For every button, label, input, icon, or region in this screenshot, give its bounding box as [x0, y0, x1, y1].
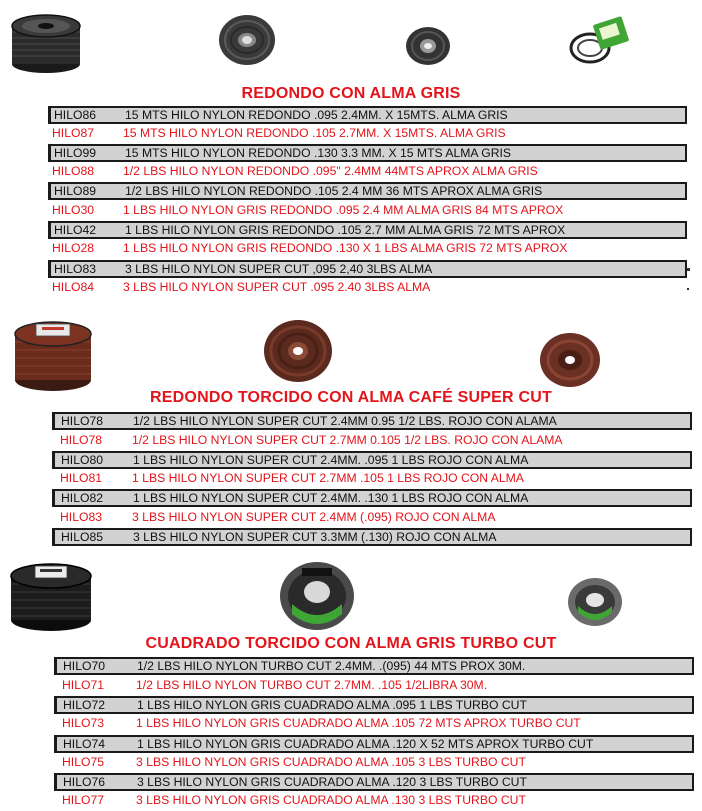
product-code: HILO85: [61, 530, 104, 544]
product-description: 1 LBS HILO NYLON GRIS REDONDO .095 2.4 MM ALMA GRIS 84 MTS APROX: [123, 203, 564, 217]
table-row: [54, 773, 694, 791]
table-row: [48, 125, 687, 143]
product-description: 1 LBS HILO NYLON GRIS CUADRADO ALMA .105 72 MTS APROX TURBO CUT: [136, 716, 581, 730]
table-row: [48, 163, 687, 181]
table-row: [52, 451, 692, 469]
table-row: [54, 696, 694, 714]
table-row: [52, 489, 692, 507]
brown-coil-medium-image: [262, 318, 334, 384]
product-description: 3 LBS HILO NYLON SUPER CUT ,095 2,40 3LBS ALMA: [125, 262, 433, 276]
gray-spool-large-image: [10, 6, 82, 74]
table-row: [52, 412, 692, 430]
product-description: 1 LBS HILO NYLON GRIS REDONDO .105 2.7 MM ALMA GRIS 72 MTS APROX: [125, 223, 566, 237]
table-row: [54, 715, 694, 733]
product-code: HILO99: [54, 146, 97, 160]
product-code: HILO88: [52, 164, 95, 178]
product-description: 1 LBS HILO NYLON SUPER CUT 2.7MM .105 1 LBS ROJO CON ALMA: [132, 471, 524, 485]
table-row: [54, 677, 694, 695]
table-row: [52, 432, 692, 450]
table-row: [48, 240, 687, 258]
black-spool-large-image: [8, 558, 94, 634]
gray-coil-small-image: [404, 22, 452, 66]
table-row: [48, 182, 687, 200]
product-code: HILO82: [61, 491, 104, 505]
product-description: 3 LBS HILO NYLON SUPER CUT .095 2.40 3LBS ALMA: [123, 280, 431, 294]
product-description: 1 LBS HILO NYLON SUPER CUT 2.4MM. .095 1 LBS ROJO CON ALMA: [133, 453, 529, 467]
stray-mark: [687, 288, 689, 290]
brown-spool-large-image: [12, 314, 94, 394]
product-code: HILO86: [54, 108, 97, 122]
product-description: 15 MTS HILO NYLON REDONDO .095 2.4MM. X 15MTS. ALMA GRIS: [125, 108, 508, 122]
gray-coil-medium-image: [216, 10, 278, 66]
product-code: HILO70: [63, 659, 106, 673]
turbo-cut-small-package-image: [566, 576, 624, 628]
product-description: 1/2 LBS HILO NYLON SUPER CUT 2.4MM 0.95 1/2 LBS. ROJO CON ALAMA: [133, 414, 557, 428]
product-code: HILO83: [60, 510, 103, 524]
product-description: 1/2 LBS HILO NYLON SUPER CUT 2.7MM 0.105 1/2 LBS. ROJO CON ALAMA: [132, 433, 563, 447]
table-row: [48, 144, 687, 162]
stray-mark: [687, 268, 690, 271]
section-2-title: REDONDO TORCIDO CON ALMA CAFÉ SUPER CUT: [150, 389, 552, 406]
product-code: HILO87: [52, 126, 95, 140]
table-row: [48, 221, 687, 239]
section-1-title: REDONDO CON ALMA GRIS: [241, 85, 461, 102]
table-row: [54, 754, 694, 772]
table-row: [48, 106, 687, 124]
product-description: 1/2 LBS HILO NYLON TURBO CUT 2.7MM. .105 1/2LIBRA 30M.: [136, 678, 488, 692]
product-description: 3 LBS HILO NYLON SUPER CUT 3.3MM (.130) ROJO CON ALMA: [133, 530, 497, 544]
product-description: 1/2 LBS HILO NYLON REDONDO .095" 2.4MM 44MTS APROX ALMA GRIS: [123, 164, 538, 178]
product-description: 1 LBS HILO NYLON GRIS CUADRADO ALMA .095 1 LBS TURBO CUT: [137, 698, 527, 712]
product-code: HILO75: [62, 755, 105, 769]
product-code: HILO89: [54, 184, 97, 198]
product-code: HILO78: [60, 433, 103, 447]
product-description: 1/2 LBS HILO NYLON TURBO CUT 2.4MM. .(095) 44 MTS PROX 30M.: [137, 659, 526, 673]
product-code: HILO30: [52, 203, 95, 217]
table-row: [52, 470, 692, 488]
table-row: [48, 260, 687, 278]
table-row: [52, 509, 692, 527]
product-description: 15 MTS HILO NYLON REDONDO .130 3.3 MM. X 15 MTS ALMA GRIS: [125, 146, 512, 160]
table-row: [54, 657, 694, 675]
product-code: HILO74: [63, 737, 106, 751]
brown-coil-small-image: [538, 330, 602, 388]
product-code: HILO81: [60, 471, 103, 485]
product-code: HILO80: [61, 453, 104, 467]
product-code: HILO76: [63, 775, 106, 789]
product-description: 1 LBS HILO NYLON GRIS REDONDO .130 X 1 LBS ALMA GRIS 72 MTS APROX: [123, 241, 568, 255]
product-description: 3 LBS HILO NYLON GRIS CUADRADO ALMA .130 3 LBS TURBO CUT: [136, 793, 526, 807]
product-description: 1 LBS HILO NYLON GRIS CUADRADO ALMA .120 X 52 MTS APROX TURBO CUT: [137, 737, 594, 751]
product-code: HILO28: [52, 241, 95, 255]
section-3-title: CUADRADO TORCIDO CON ALMA GRIS TURBO CUT: [145, 635, 557, 652]
product-code: HILO42: [54, 223, 97, 237]
product-code: HILO72: [63, 698, 106, 712]
product-description: 3 LBS HILO NYLON SUPER CUT 2.4MM (.095) ROJO CON ALMA: [132, 510, 496, 524]
packaged-coil-image: [566, 16, 634, 66]
product-description: 1 LBS HILO NYLON SUPER CUT 2.4MM. .130 1 LBS ROJO CON ALMA: [133, 491, 529, 505]
product-code: HILO71: [62, 678, 105, 692]
product-code: HILO78: [61, 414, 104, 428]
product-code: HILO73: [62, 716, 105, 730]
table-row: [48, 202, 687, 220]
turbo-cut-package-image: [278, 560, 356, 632]
product-description: 3 LBS HILO NYLON GRIS CUADRADO ALMA .120 3 LBS TURBO CUT: [137, 775, 527, 789]
product-description: 3 LBS HILO NYLON GRIS CUADRADO ALMA .105 3 LBS TURBO CUT: [136, 755, 526, 769]
table-row: [52, 528, 692, 546]
product-description: 1/2 LBS HILO NYLON REDONDO .105 2.4 MM 36 MTS APROX ALMA GRIS: [125, 184, 543, 198]
table-row: [54, 792, 694, 810]
table-row: [54, 735, 694, 753]
product-code: HILO84: [52, 280, 95, 294]
table-row: [48, 279, 687, 297]
product-code: HILO77: [62, 793, 105, 807]
product-code: HILO83: [54, 262, 97, 276]
product-description: 15 MTS HILO NYLON REDONDO .105 2.7MM. X 15MTS. ALMA GRIS: [123, 126, 506, 140]
